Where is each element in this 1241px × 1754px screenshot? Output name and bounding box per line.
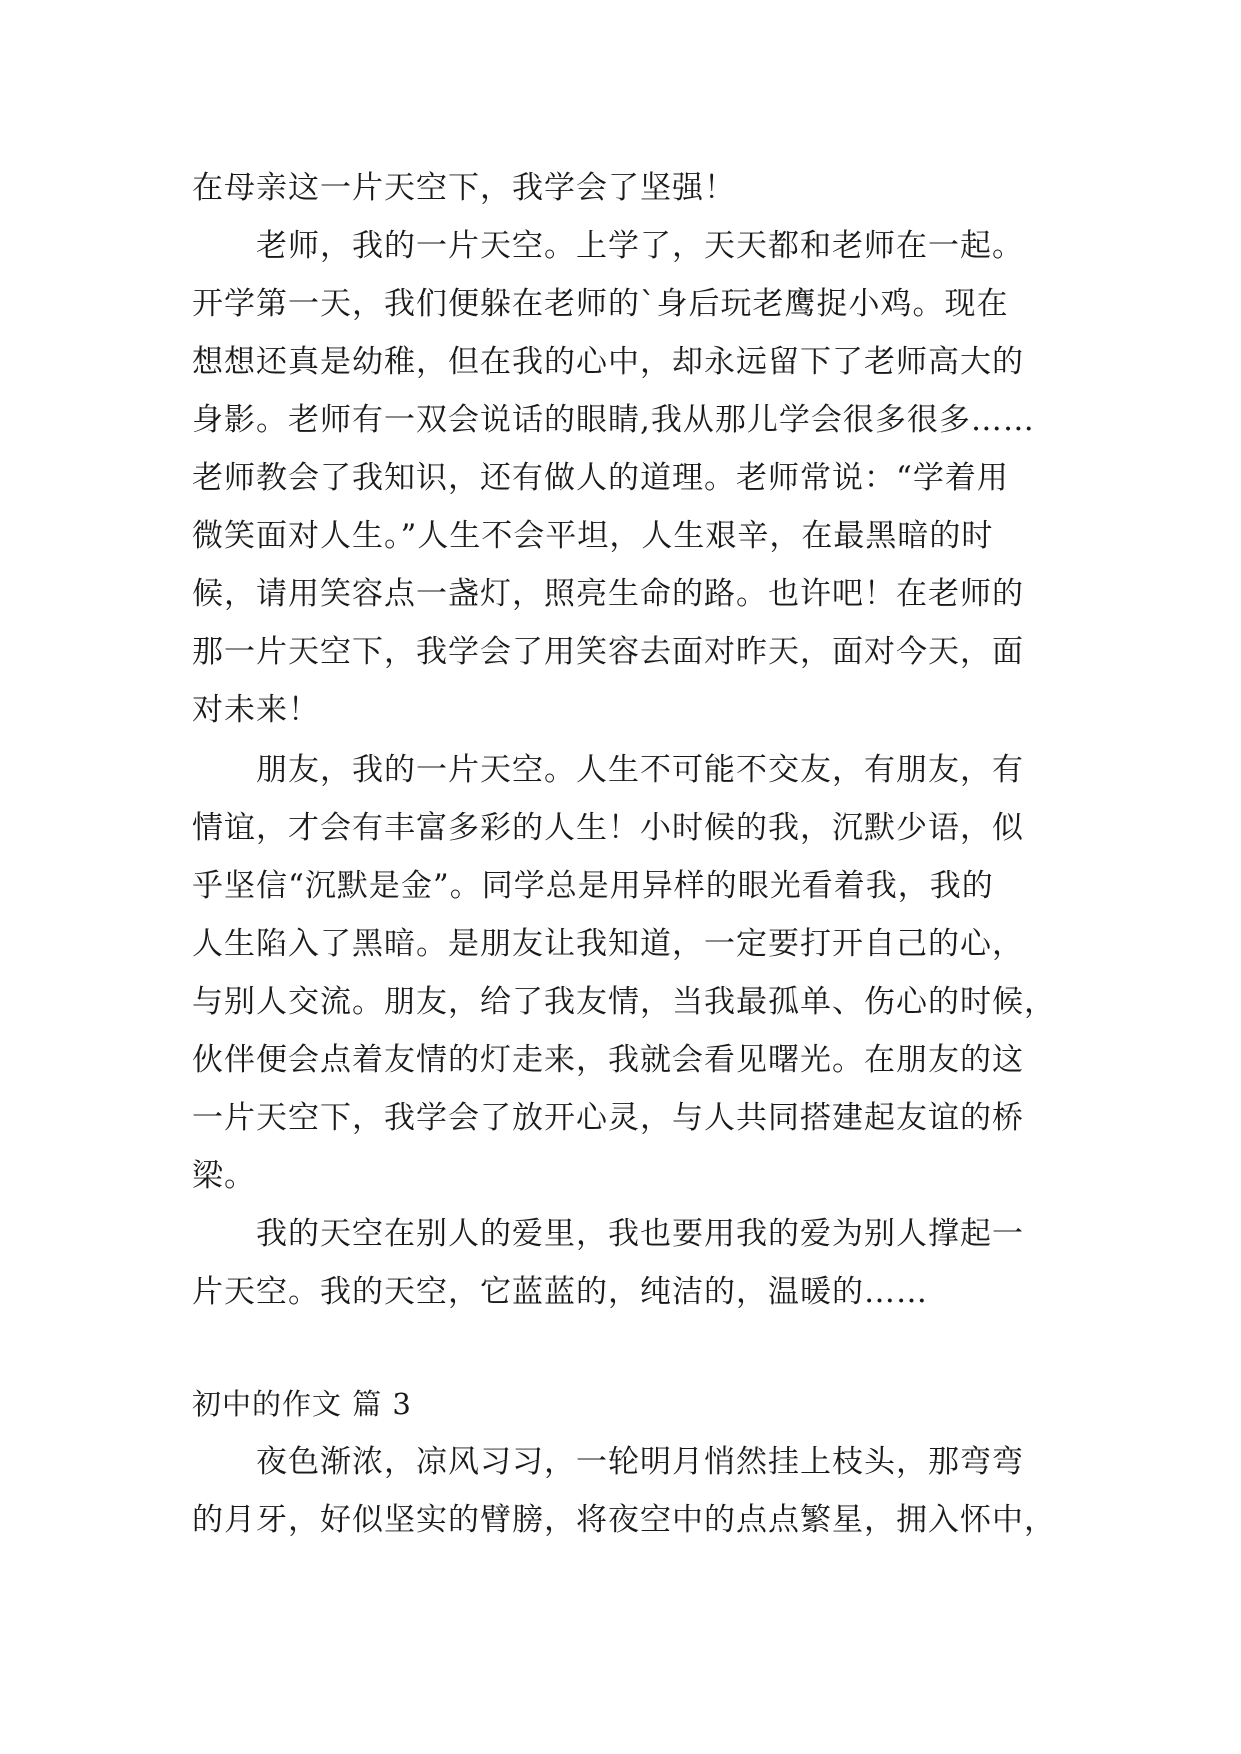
paragraph-line: 朋友，我的一片天空。人生不可能不交友，有朋友，有: [256, 752, 1024, 788]
paragraph-line: 梁。: [192, 1158, 256, 1194]
paragraph-line: 我的天空在别人的爱里，我也要用我的爱为别人撑起一: [256, 1216, 1024, 1252]
paragraph-line: 老师教会了我知识，还有做人的道理。老师常说：“学着用: [192, 460, 1009, 496]
paragraph-line: 人生陷入了黑暗。是朋友让我知道，一定要打开自己的心，: [192, 926, 1024, 962]
paragraph-line: 情谊，才会有丰富多彩的人生！小时候的我，沉默少语，似: [192, 810, 1024, 846]
paragraph-line: 夜色渐浓，凉风习习，一轮明月悄然挂上枝头，那弯弯: [256, 1444, 1024, 1480]
paragraph-line: 老师，我的一片天空。上学了，天天都和老师在一起。: [256, 228, 1024, 264]
paragraph-line: 片天空。我的天空，它蓝蓝的，纯洁的，温暖的……: [192, 1274, 928, 1310]
paragraph-line: 与别人交流。朋友，给了我友情，当我最孤单、伤心的时候，: [192, 984, 1056, 1020]
paragraph-line: 对未来！: [192, 692, 320, 728]
paragraph-line: 身影。老师有一双会说话的眼睛,我从那儿学会很多很多……: [192, 402, 1035, 438]
section-heading: 初中的作文 篇 3: [192, 1387, 412, 1421]
paragraph-line: 微笑面对人生。”人生不会平坦，人生艰辛，在最黑暗的时: [192, 518, 994, 554]
paragraph-line: 乎坚信“沉默是金”。同学总是用异样的眼光看着我，我的: [192, 868, 994, 904]
paragraph-line: 一片天空下，我学会了放开心灵，与人共同搭建起友谊的桥: [192, 1100, 1024, 1136]
paragraph-line: 想想还真是幼稚，但在我的心中，却永远留下了老师高大的: [192, 344, 1024, 380]
paragraph-line: 在母亲这一片天空下，我学会了坚强！: [192, 170, 736, 206]
paragraph-line: 候，请用笑容点一盏灯，照亮生命的路。也许吧！在老师的: [192, 576, 1024, 612]
paragraph-line: 那一片天空下，我学会了用笑容去面对昨天，面对今天，面: [192, 634, 1024, 670]
paragraph-line: 开学第一天，我们便躲在老师的`身后玩老鹰捉小鸡。现在: [192, 286, 1009, 322]
paragraph-line: 伙伴便会点着友情的灯走来，我就会看见曙光。在朋友的这: [192, 1042, 1024, 1078]
paragraph-line: 的月牙，好似坚实的臂膀，将夜空中的点点繁星，拥入怀中，: [192, 1502, 1056, 1538]
